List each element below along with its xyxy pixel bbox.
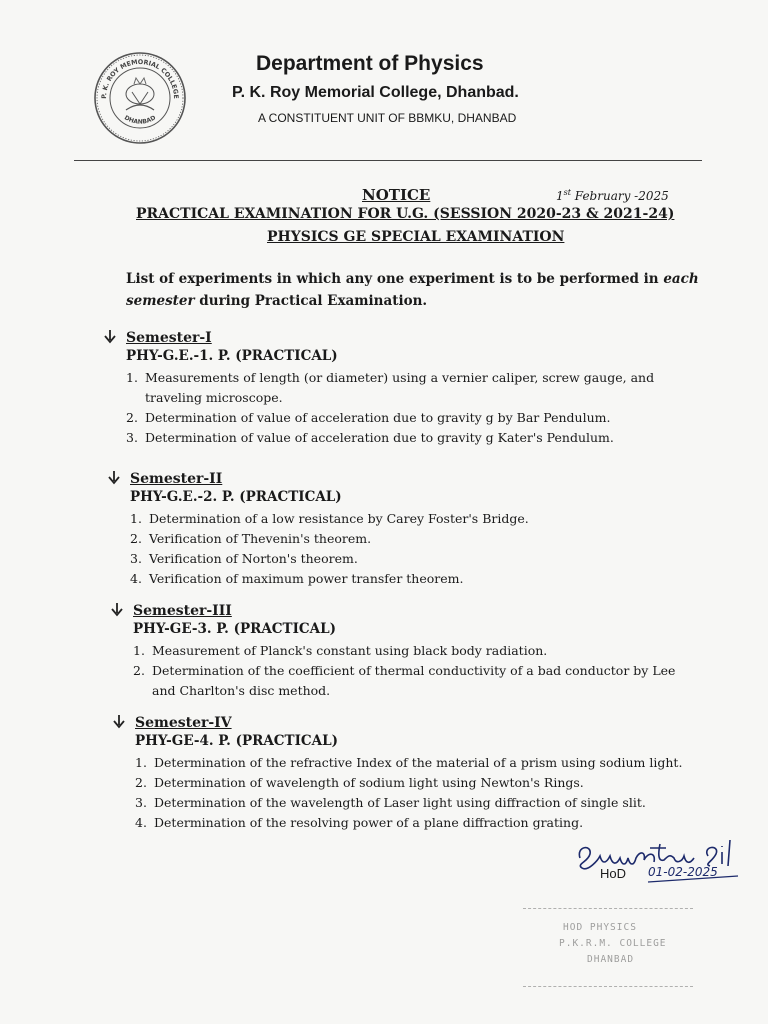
signature-date: 01-02-2025 [648, 865, 718, 879]
experiment-item [130, 549, 700, 569]
exam-subheading: PHYSICS GE SPECIAL EXAMINATION [267, 229, 565, 245]
item-number: 3. [135, 795, 147, 810]
item-number: 2. [135, 775, 147, 790]
svg-text:P. K. ROY MEMORIAL COLLEGE [100, 58, 180, 99]
item-text: Measurements of length (or diameter) using a vernier caliper, screw gauge, and traveling microscope. [145, 370, 655, 405]
paper-code: PHY-GE-4. P. (PRACTICAL) [135, 733, 339, 749]
experiment-item [135, 793, 695, 813]
intro-emphasis: each semester [126, 271, 699, 309]
semester-title: Semester-I [126, 330, 212, 346]
item-text: Determination of the resolving power of a plane diffraction grating. [154, 815, 584, 830]
arrow-down-icon [108, 471, 120, 485]
item-number: 4. [135, 815, 147, 830]
arrow-down-icon [111, 603, 123, 617]
date-rest: February -2025 [570, 189, 669, 203]
item-text: Determination of value of acceleration due to gravity g by Bar Pendulum. [145, 410, 611, 425]
item-text: Determination of the coefficient of thermal conductivity of a bad conductor by Lee and Charlton's disc method. [152, 663, 676, 698]
intro-paragraph [126, 268, 706, 312]
arrow-down-icon [113, 715, 125, 729]
semester-section [130, 471, 700, 589]
item-number: 2. [130, 531, 142, 546]
semester-section [126, 330, 706, 448]
seal-top-text: P. K. ROY MEMORIAL COLLEGE [99, 57, 181, 99]
experiment-item [130, 529, 700, 549]
intro-text-a: List of experiments in which any one experiment is to be performed in [126, 271, 664, 287]
stamp-line: P.K.R.M. COLLEGE [559, 938, 667, 949]
item-number: 1. [126, 370, 138, 385]
date-suffix: st [563, 188, 571, 197]
header-divider [74, 160, 702, 161]
experiment-item [135, 773, 695, 793]
stamp-border-top [523, 908, 693, 909]
item-number: 2. [126, 410, 138, 425]
experiment-item [133, 661, 693, 701]
office-stamp [523, 906, 703, 990]
experiment-list [130, 509, 700, 589]
arrow-down-icon [104, 330, 116, 344]
item-text: Determination of wavelength of sodium light using Newton's Rings. [154, 775, 584, 790]
item-text: Verification of maximum power transfer theorem. [149, 571, 464, 586]
item-number: 1. [133, 643, 145, 658]
notice-title: NOTICE [362, 186, 431, 204]
item-text: Determination of a low resistance by Carey Foster's Bridge. [149, 511, 529, 526]
experiment-item [126, 408, 706, 428]
date-day: 1 [556, 189, 564, 203]
paper-code: PHY-G.E.-1. P. (PRACTICAL) [126, 348, 338, 364]
paper-code: PHY-G.E.-2. P. (PRACTICAL) [130, 489, 342, 505]
item-number: 4. [130, 571, 142, 586]
item-number: 2. [133, 663, 145, 678]
item-text: Determination of value of acceleration due to gravity g Kater's Pendulum. [145, 430, 614, 445]
item-text: Determination of the wavelength of Laser light using diffraction of single slit. [154, 795, 646, 810]
item-text: Measurement of Planck's constant using black body radiation. [152, 643, 548, 658]
experiment-item [126, 368, 706, 408]
hod-signature [570, 836, 750, 896]
item-text: Verification of Norton's theorem. [149, 551, 358, 566]
college-name: P. K. Roy Memorial College, Dhanbad. [232, 84, 519, 101]
paper-code: PHY-GE-3. P. (PRACTICAL) [133, 621, 337, 637]
stamp-line: HOD PHYSICS [563, 922, 637, 933]
semester-section [133, 603, 693, 701]
semester-title: Semester-IV [135, 715, 232, 731]
constituent-unit: A CONSTITUENT UNIT OF BBMKU, DHANBAD [258, 111, 517, 125]
experiment-item [135, 813, 695, 833]
department-title: Department of Physics [256, 52, 484, 75]
item-number: 1. [130, 511, 142, 526]
notice-date [556, 188, 669, 203]
experiment-item [135, 753, 695, 773]
experiment-list [135, 753, 695, 833]
experiment-item [133, 641, 693, 661]
svg-text:DHANBAD [123, 114, 157, 125]
item-number: 3. [130, 551, 142, 566]
experiment-item [130, 509, 700, 529]
semester-title: Semester-II [130, 471, 223, 487]
experiment-list [126, 368, 706, 448]
experiment-item [130, 569, 700, 589]
semester-section [135, 715, 695, 833]
experiment-item [126, 428, 706, 448]
intro-text-b: during Practical Examination. [194, 293, 428, 309]
item-text: Verification of Thevenin's theorem. [149, 531, 372, 546]
exam-heading: PRACTICAL EXAMINATION FOR U.G. (SESSION 2020-23 & 2021-24) [136, 206, 675, 222]
item-text: Determination of the refractive Index of the material of a prism using sodium light. [154, 755, 683, 770]
stamp-line: DHANBAD [587, 954, 635, 965]
semester-title: Semester-III [133, 603, 232, 619]
experiment-list [133, 641, 693, 701]
item-number: 1. [135, 755, 147, 770]
item-number: 3. [126, 430, 138, 445]
college-seal-icon [92, 50, 188, 146]
seal-bottom-text: DHANBAD [122, 114, 158, 126]
stamp-border-bottom [523, 986, 693, 987]
hod-label: HoD [600, 866, 627, 881]
